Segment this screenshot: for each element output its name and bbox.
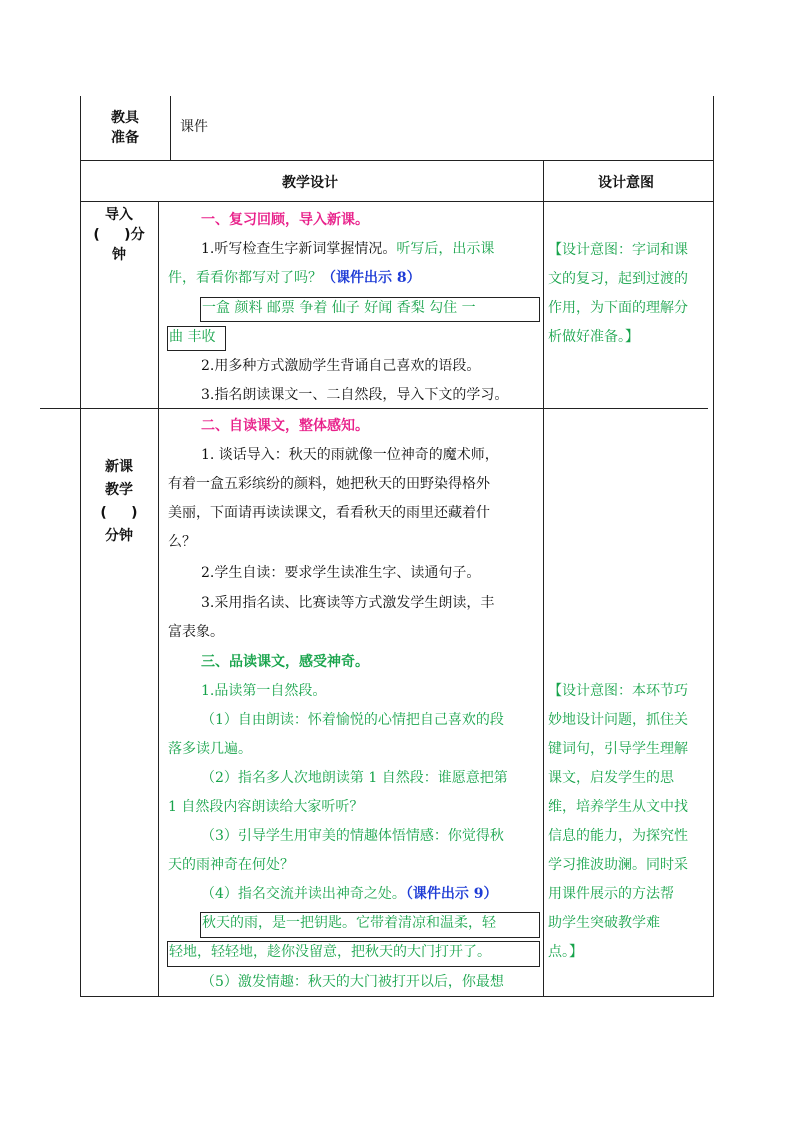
prep-value: 课件 bbox=[180, 119, 208, 135]
section1-title: 一、复习回顾，导入新课。 bbox=[201, 212, 369, 228]
new-label-line1: 新课 bbox=[105, 459, 133, 475]
section1-p1b bbox=[168, 264, 421, 293]
section2-p1-l4: 么？ bbox=[168, 534, 196, 550]
intent1-line: 作用，为下面的理解分 bbox=[548, 300, 688, 316]
new-label-line3: ( ) bbox=[100, 505, 138, 521]
intent2-line: 妙地设计问题，抓住关 bbox=[548, 712, 688, 728]
section3-s1-l2: 落多读几遍。 bbox=[168, 741, 252, 757]
intent2-line: 课文，启发学生的思 bbox=[548, 770, 674, 786]
prep-label bbox=[80, 108, 170, 148]
intro-label-line2: ( )分 bbox=[93, 227, 145, 243]
table-border-right bbox=[713, 96, 714, 997]
section1-p2: 2.用多种方式激励学生背诵自己喜欢的语段。 bbox=[201, 358, 481, 374]
new-lesson-label bbox=[80, 456, 158, 548]
section1-p1-black: 1.听写检查生字新词掌握情况。 bbox=[201, 241, 397, 257]
header-intent: 设计意图 bbox=[598, 175, 654, 191]
section2-p3-l1: 3.采用指名读、比赛读等方式激发学生朗读，丰 bbox=[201, 595, 495, 611]
section3-s2-l2: 1 自然段内容朗读给大家听听？ bbox=[168, 799, 364, 815]
quote-line1: 秋天的雨，是一把钥匙。它带着清凉和温柔，轻 bbox=[202, 915, 496, 931]
intent-column-divider bbox=[543, 160, 544, 997]
section3-s4-blue: （课件出示 9） bbox=[405, 886, 498, 902]
section3-s1-l1: （1）自由朗读：怀着愉悦的心情把自己喜欢的段 bbox=[201, 712, 504, 728]
section1-p1 bbox=[201, 235, 494, 264]
intent2-line: 点。】 bbox=[548, 944, 583, 960]
intro-label-line1: 导入 bbox=[105, 207, 133, 223]
section1-p1b-green: 件，看看你都写对了吗？ bbox=[168, 270, 322, 286]
section2-p1-l2: 有着一盒五彩缤纷的颜料，她把秋天的田野染得格外 bbox=[168, 476, 490, 492]
section2-p1-l1: 1. 谈话导入：秋天的雨就像一位神奇的魔术师， bbox=[201, 447, 499, 463]
intent1-line: 析做好准备。】 bbox=[548, 329, 639, 345]
section2-p2: 2.学生自读：要求学生读准生字、读通句子。 bbox=[201, 565, 481, 581]
section2-p1-l3: 美丽，下面请再读读课文，看看秋天的雨里还藏着什 bbox=[168, 505, 490, 521]
section3-p1: 1.品读第一自然段。 bbox=[201, 683, 327, 699]
words-line1: 一盒 颜料 邮票 争着 仙子 好闻 香梨 勾住 一 bbox=[202, 300, 476, 316]
section2-title: 二、自读课文，整体感知。 bbox=[201, 418, 369, 434]
label-column-divider bbox=[158, 201, 159, 997]
section3-s4 bbox=[201, 880, 498, 909]
words-line2: 曲 丰收 bbox=[169, 329, 216, 345]
section1-p1-green: 听写后，出示课 bbox=[396, 241, 495, 257]
intro-label bbox=[80, 205, 158, 265]
intent-1 bbox=[548, 236, 710, 352]
intent2-line: 学习推波助澜。同时采 bbox=[548, 857, 688, 873]
section3-s3-l2: 天的雨神奇在何处？ bbox=[168, 857, 294, 873]
row-line-1 bbox=[80, 160, 714, 161]
section1-p3: 3.指名朗读课文一、二自然段，导入下文的学习。 bbox=[201, 387, 509, 403]
intent2-line: 【设计意图：本环节巧 bbox=[548, 683, 688, 699]
intent1-line: 【设计意图：字词和课 bbox=[548, 242, 688, 258]
intent1-line: 文的复习，起到过渡的 bbox=[548, 271, 688, 287]
section2-p3-l2: 富表象。 bbox=[168, 624, 224, 640]
intent2-line: 键词句，引导学生理解 bbox=[548, 741, 688, 757]
prep-label-line1: 教具 bbox=[111, 110, 139, 126]
section3-s4-green: （4）指名交流并读出神奇之处。 bbox=[201, 886, 406, 902]
prep-label-line2: 准备 bbox=[111, 130, 139, 146]
intent2-line: 维，培养学生从文中找 bbox=[548, 799, 688, 815]
intent2-line: 用课件展示的方法帮 bbox=[548, 886, 674, 902]
section3-s5: （5）激发情趣：秋天的大门被打开以后，你最想 bbox=[201, 974, 504, 990]
row-line-2 bbox=[80, 201, 714, 202]
section3-title: 三、品读课文，感受神奇。 bbox=[201, 654, 369, 670]
section3-s2-l1: （2）指名多人次地朗读第 1 自然段：谁愿意把第 bbox=[201, 770, 508, 786]
section3-s3-l1: （3）引导学生用审美的情趣体悟情感：你觉得秋 bbox=[201, 828, 504, 844]
section1-p1b-blue: （课件出示 8） bbox=[322, 270, 421, 286]
quote-line2: 轻地，轻轻地，趁你没留意，把秋天的大门打开了。 bbox=[169, 944, 491, 960]
intro-label-line3: 钟 bbox=[112, 247, 126, 263]
new-label-line4: 分钟 bbox=[105, 528, 133, 544]
new-label-line2: 教学 bbox=[105, 482, 133, 498]
intent2-line: 信息的能力，为探究性 bbox=[548, 828, 688, 844]
intent2-line: 助学生突破教学难 bbox=[548, 915, 660, 931]
prep-divider bbox=[170, 96, 171, 160]
header-design: 教学设计 bbox=[282, 175, 338, 191]
intent-2 bbox=[548, 677, 710, 967]
